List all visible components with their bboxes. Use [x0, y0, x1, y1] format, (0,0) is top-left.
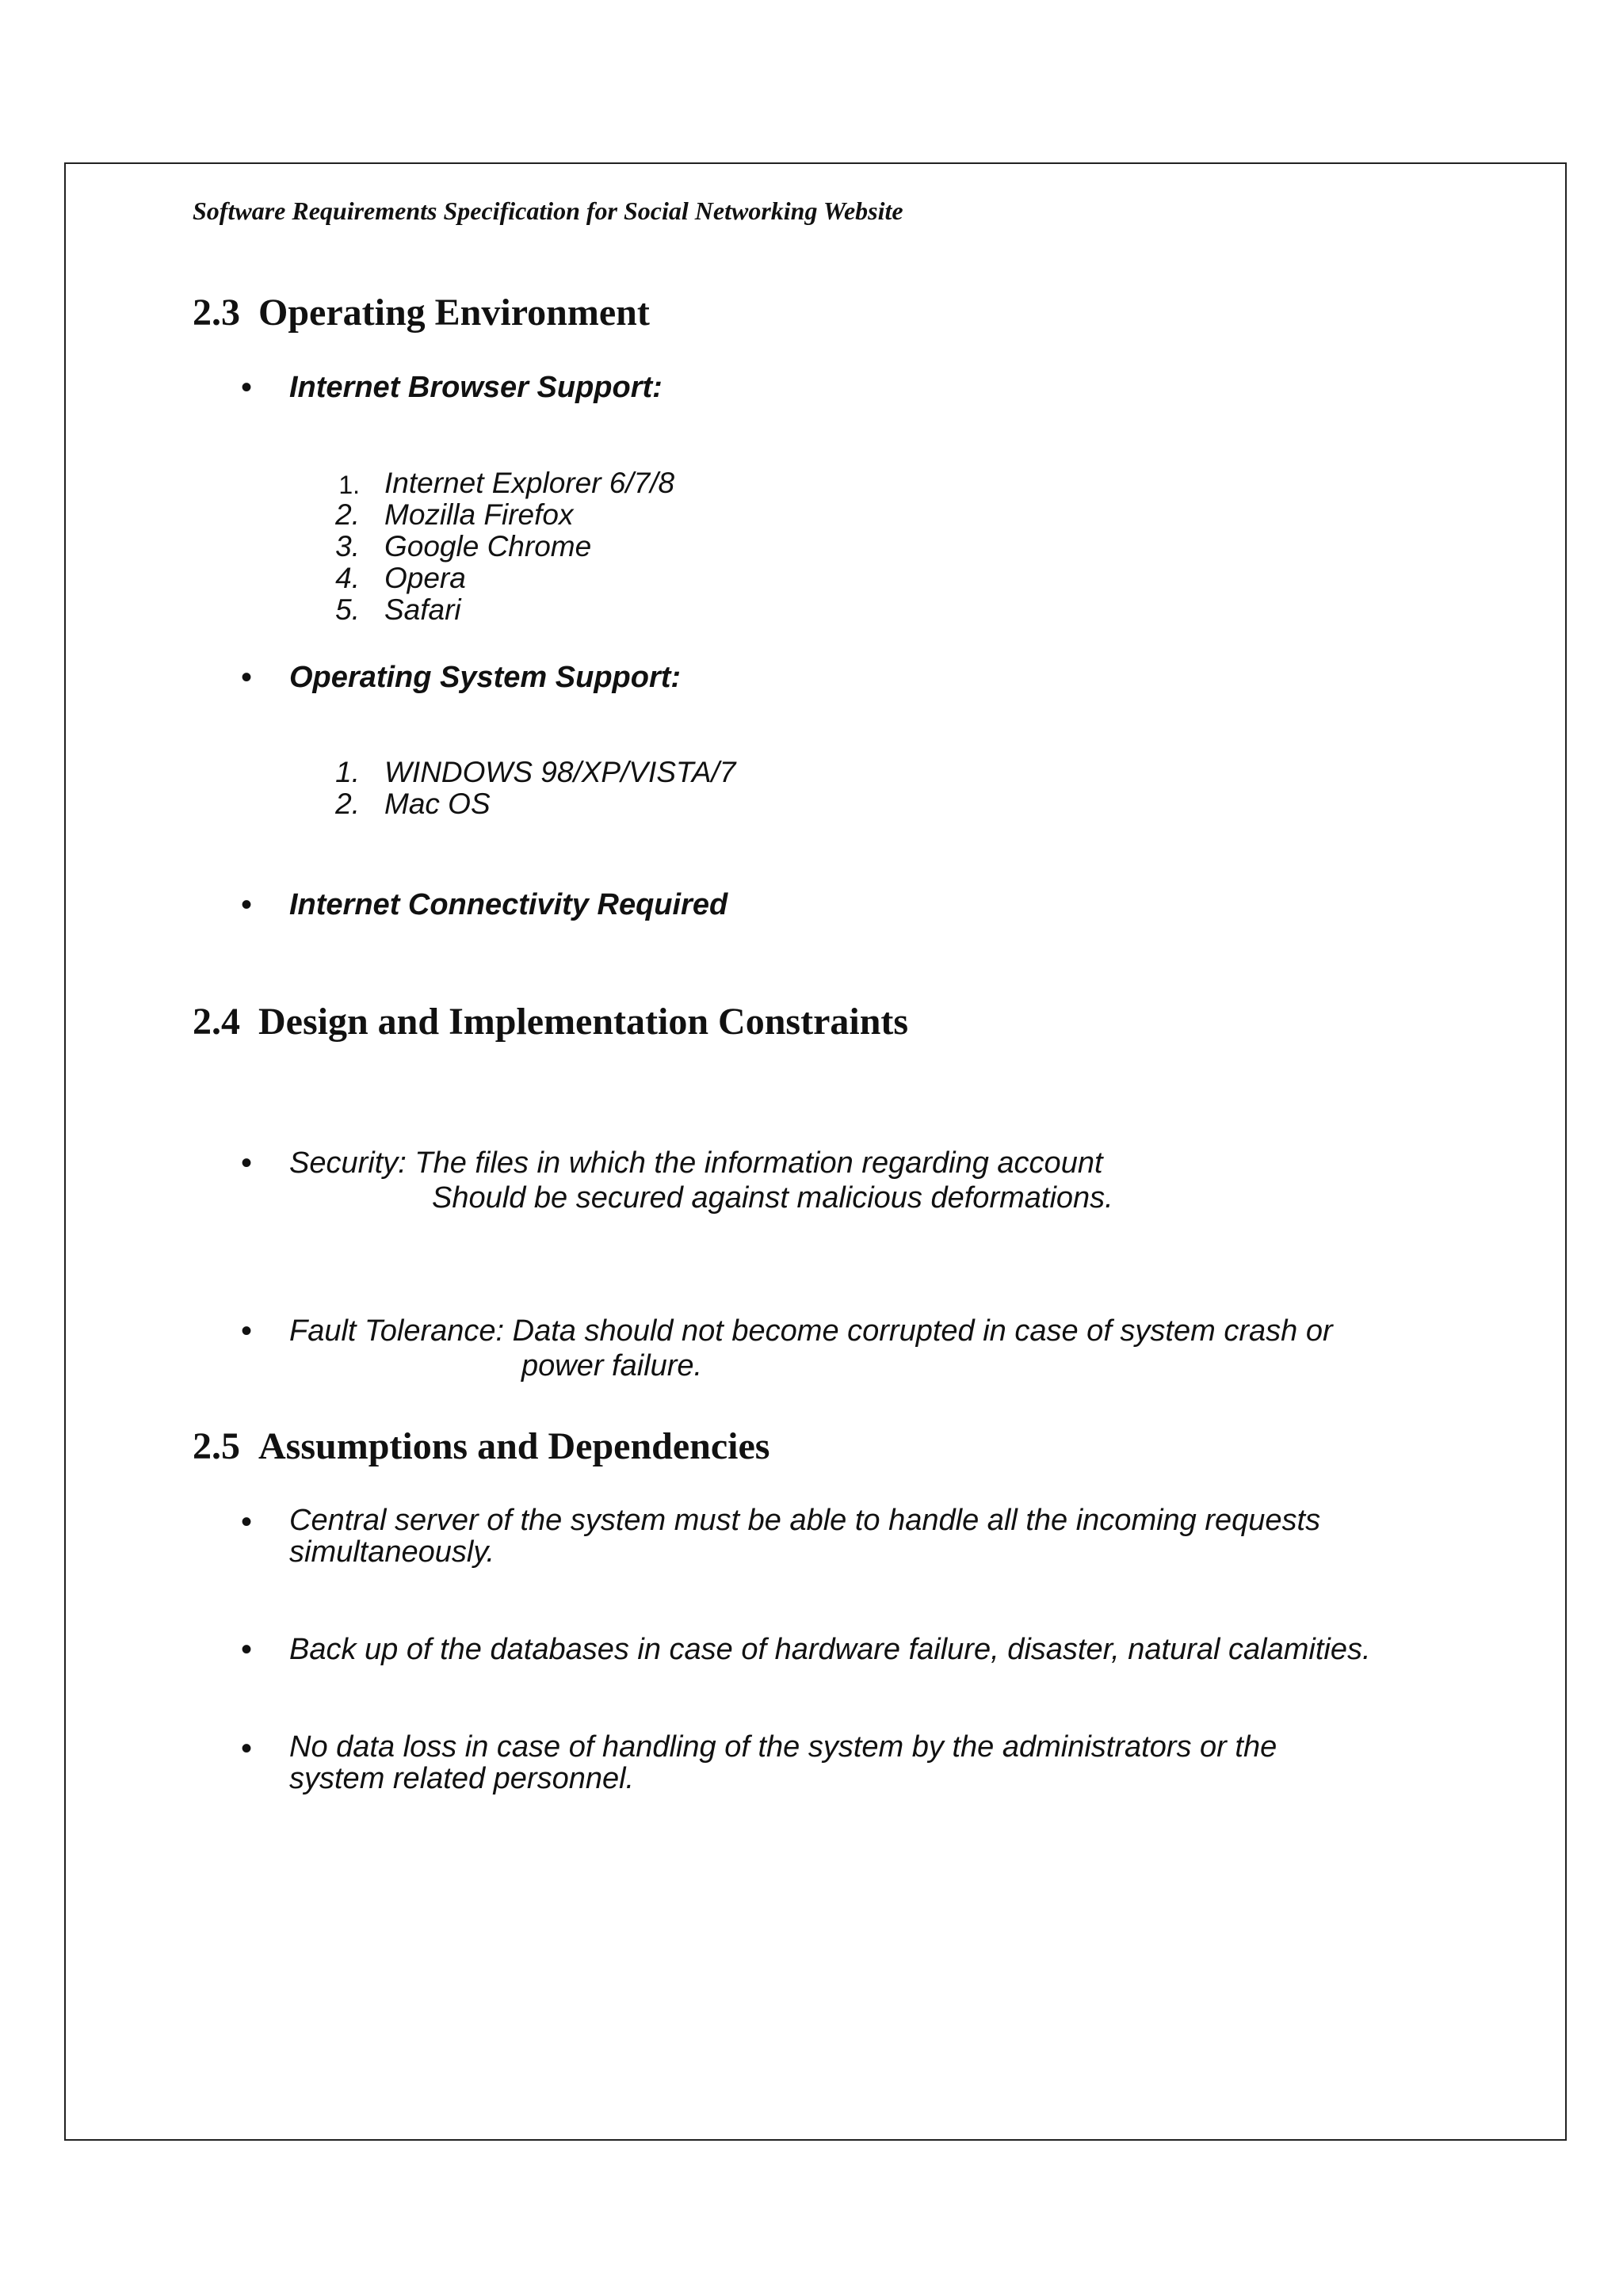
list-item-number: 2.	[335, 498, 360, 531]
list-item-text: Opera	[384, 562, 466, 594]
section-heading-2-4	[193, 1000, 908, 1044]
constraint-security-line2: Should be secured against malicious deformations.	[432, 1181, 1113, 1215]
list-item-number: 4.	[335, 562, 360, 594]
bullet-icon: •	[241, 1314, 253, 1348]
list-item-text: Internet Explorer 6/7/8	[384, 467, 675, 499]
assumption-central-server: Central server of the system must be able to handle all the incoming requests simultaneously.	[289, 1504, 1321, 1569]
constraint-security-line1: Security: The files in which the information regarding account	[289, 1146, 1103, 1180]
list-item-number: 1.	[338, 471, 360, 499]
list-item-number: 2.	[335, 788, 360, 820]
bullet-icon: •	[241, 660, 253, 695]
list-item-text: Safari	[384, 593, 461, 626]
bullet-label-browser-support: Internet Browser Support:	[289, 371, 663, 404]
list-item-text: Mac OS	[384, 788, 491, 820]
bullet-label-connectivity: Internet Connectivity Required	[289, 888, 728, 921]
list-item-text: Mozilla Firefox	[384, 498, 574, 531]
list-item-text: Google Chrome	[384, 530, 592, 563]
section-heading-2-5	[193, 1425, 769, 1469]
bullet-label-os-support: Operating System Support:	[289, 661, 682, 694]
section-number: 2.3	[193, 292, 240, 334]
assumption-no-data-loss: No data loss in case of handling of the system by the administrators or the system related personnel.	[289, 1730, 1277, 1795]
section-title: Operating Environment	[258, 292, 650, 334]
list-item-number: 3.	[335, 530, 360, 563]
list-item-text: WINDOWS 98/XP/VISTA/7	[384, 756, 736, 788]
list-item-number: 1.	[335, 756, 360, 788]
section-number: 2.4	[193, 1001, 240, 1043]
bullet-icon: •	[241, 1731, 253, 1766]
assumption-backup: Back up of the databases in case of hardware failure, disaster, natural calamities.	[289, 1633, 1371, 1666]
bullet-icon: •	[241, 1505, 253, 1539]
bullet-icon: •	[241, 1146, 253, 1180]
section-number: 2.5	[193, 1425, 240, 1467]
running-header: Software Requirements Specification for Social Networking Website	[193, 196, 903, 225]
bullet-icon: •	[241, 887, 253, 922]
constraint-fault-tolerance-line2: power failure.	[521, 1349, 703, 1383]
bullet-icon: •	[241, 370, 253, 405]
section-title: Design and Implementation Constraints	[258, 1001, 909, 1043]
bullet-icon: •	[241, 1632, 253, 1667]
list-item-number: 5.	[335, 593, 360, 626]
section-title: Assumptions and Dependencies	[258, 1425, 770, 1467]
section-heading-2-3	[193, 291, 650, 335]
constraint-fault-tolerance-line1: Fault Tolerance: Data should not become corrupted in case of system crash or	[289, 1314, 1333, 1348]
